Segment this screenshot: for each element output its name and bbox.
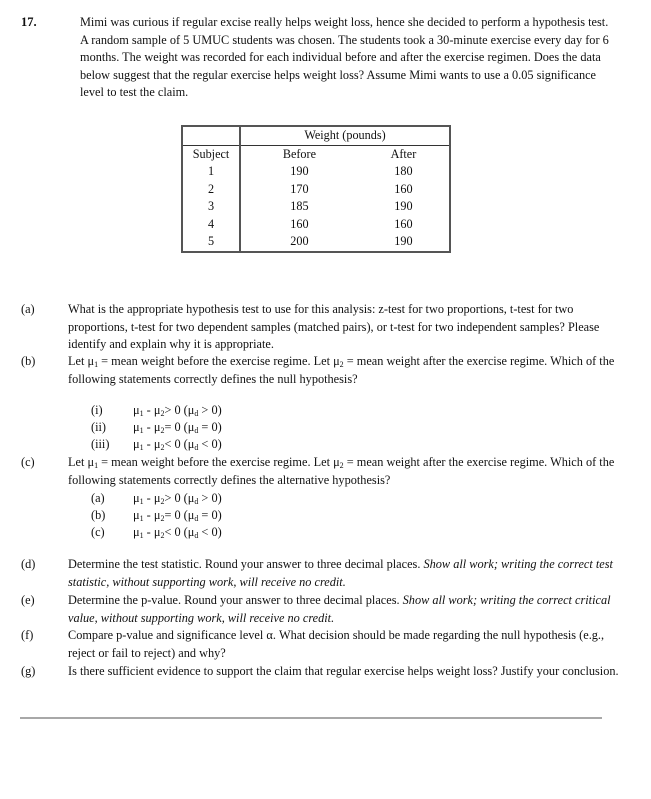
cell-before: 200 <box>290 234 309 249</box>
part-e-text <box>68 592 628 627</box>
cell-before: 160 <box>290 216 309 231</box>
part-c-text: Let $\mu_1$ = mean weight before the exercise regime. Let $\mu_2$ = mean weight after the exercise regime. Which of the following statements correctly defines the alternative hypothesis? <box>68 455 615 487</box>
option-label: (ii) <box>91 420 107 434</box>
option-expression: $\mu_1 - \mu_2< 0$ $(\mu_d < 0)$ <box>133 525 222 540</box>
part-a-label: (a) <box>21 302 35 316</box>
part-g-text: Is there sufficient evidence to support the claim that regular exercise helps weight loss? Justify your conclusion. <box>68 664 619 678</box>
cell-before: 170 <box>290 181 309 196</box>
table-row <box>182 216 450 234</box>
header-subject: Subject <box>182 145 240 163</box>
part-b-text: Let $\mu_1$ = mean weight before the exercise regime. Let $\mu_2$ = mean weight after the exercise regime. Which of the following statements correctly defines the null hypothesis? <box>68 354 615 386</box>
question-number: 17. <box>21 15 37 29</box>
cell-after: 160 <box>394 181 413 196</box>
table-row <box>182 163 450 181</box>
table-group-header: Weight (pounds) <box>304 128 386 143</box>
table-row <box>182 198 450 216</box>
bottom-divider <box>20 717 602 719</box>
option-label: (i) <box>91 403 103 417</box>
option-expression: $\mu_1 - \mu_2> 0$ $(\mu_d > 0)$ <box>133 491 222 506</box>
table-corner <box>182 126 240 145</box>
option-label: (a) <box>91 491 105 505</box>
cell-subject: 3 <box>182 198 240 216</box>
option-expression: $\mu_1 - \mu_2> 0$ $(\mu_d > 0)$ <box>133 403 222 418</box>
weight-table <box>181 125 451 253</box>
part-e-note: Show all work; writing the correct critical value, without supporting work, will receive no credit. <box>68 593 611 625</box>
cell-subject: 5 <box>182 233 240 252</box>
part-d-label: (d) <box>21 557 36 571</box>
cell-before: 190 <box>290 164 309 179</box>
table-row <box>182 181 450 199</box>
cell-subject: 2 <box>182 181 240 199</box>
cell-after: 180 <box>394 164 413 179</box>
header-after: After <box>358 145 450 163</box>
cell-after: 190 <box>394 234 413 249</box>
part-f-label: (f) <box>21 628 34 642</box>
option-label: (b) <box>91 508 106 522</box>
table-row <box>182 233 450 252</box>
cell-before: 185 <box>290 199 309 214</box>
cell-after: 190 <box>394 199 413 214</box>
part-e-label: (e) <box>21 593 35 607</box>
part-b-label: (b) <box>21 354 36 368</box>
cell-subject: 1 <box>182 163 240 181</box>
question-intro: Mimi was curious if regular excise really helps weight loss, hence she decided to perform a hypothesis test. A random sample of 5 UMUC students was chosen. The students took a 30-minute exercise every day for 6 months. The weight was recorded for each individual before and after the exercise regimen. Does the data below suggest that the regular exercise helps weight loss? Assume Mimi wants to use a 0.05 significance level to test the claim. <box>80 15 609 99</box>
option-expression: $\mu_1 - \mu_2= 0$ $(\mu_d = 0)$ <box>133 420 222 435</box>
part-d-text <box>68 556 628 591</box>
cell-subject: 4 <box>182 216 240 234</box>
option-label: (iii) <box>91 437 110 451</box>
part-d-note: Show all work; writing the correct test statistic, without supporting work, will receive no credit. <box>68 557 613 589</box>
option-label: (c) <box>91 525 105 539</box>
header-before: Before <box>240 145 358 163</box>
option-expression: $\mu_1 - \mu_2< 0$ $(\mu_d < 0)$ <box>133 437 222 452</box>
part-f-text: Compare p-value and significance level α. What decision should be made regarding the null hypothesis (e.g., reject or fail to reject) and why? <box>68 628 605 660</box>
cell-after: 160 <box>394 216 413 231</box>
part-e-instruction: Determine the p-value. Round your answer to three decimal places. <box>68 593 403 607</box>
part-d-instruction: Determine the test statistic. Round your answer to three decimal places. <box>68 557 424 571</box>
option-expression: $\mu_1 - \mu_2= 0$ $(\mu_d = 0)$ <box>133 508 222 523</box>
part-a-text: What is the appropriate hypothesis test to use for this analysis: z-test for two proportions, t-test for two proportions, t-test for two dependent samples (matched pairs), or t-test for two independent samples? Please identify and explain why it is appropriate. <box>68 302 600 351</box>
part-g-label: (g) <box>21 664 36 678</box>
part-c-label: (c) <box>21 455 35 469</box>
